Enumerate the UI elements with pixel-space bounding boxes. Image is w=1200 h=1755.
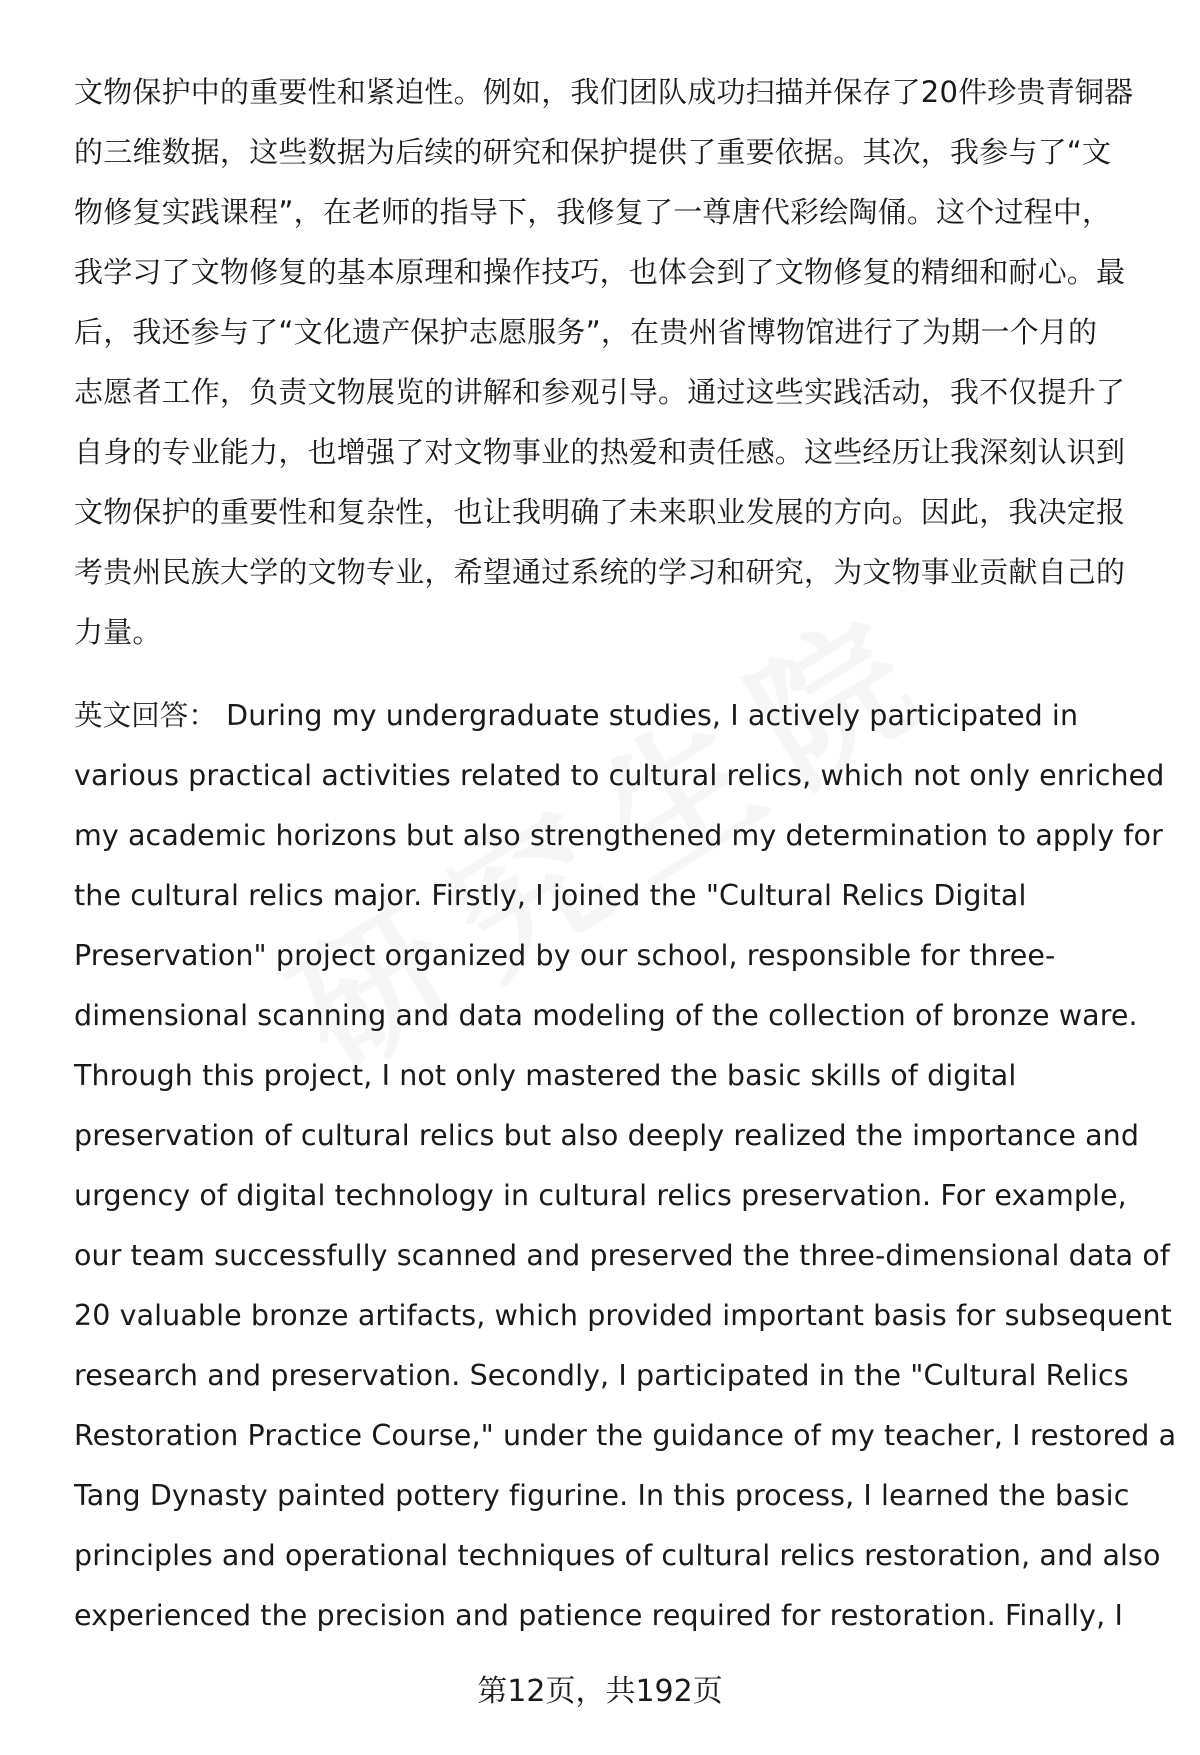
text-line: 志愿者工作，负责文物展览的讲解和参观引导。通过这些实践活动，我不仅提升了 (74, 375, 1126, 409)
text-line: preservation of cultural relics but also deeply realized the importance and (74, 1119, 1140, 1152)
text-line: 的三维数据，这些数据为后续的研究和保护提供了重要依据。其次，我参与了“文 (74, 135, 1112, 169)
text-line: my academic horizons but also strengthened my determination to apply for (74, 819, 1163, 852)
text-line: 后，我还参与了“文化遗产保护志愿服务”，在贵州省博物馆进行了为期一个月的 (74, 315, 1098, 349)
text-line: 我学习了文物修复的基本原理和操作技巧，也体会到了文物修复的精细和耐心。最 (74, 255, 1126, 289)
chinese-paragraph (74, 62, 1154, 662)
page-number-footer: 第12页，共192页 (477, 1674, 723, 1709)
text-line: 文物保护的重要性和复杂性，也让我明确了未来职业发展的方向。因此，我决定报 (74, 495, 1126, 529)
text-line: various practical activities related to cultural relics, which not only enriched (74, 759, 1165, 792)
text-line: urgency of digital technology in cultural relics preservation. For example, (74, 1179, 1127, 1212)
text-line: 物修复实践课程”，在老师的指导下，我修复了一尊唐代彩绘陶俑。这个过程中， (74, 195, 1112, 229)
text-line: principles and operational techniques of cultural relics restoration, and also (74, 1539, 1161, 1572)
document-body (74, 62, 1177, 1646)
text-line: research and preservation. Secondly, I participated in the "Cultural Relics (74, 1359, 1129, 1392)
text-line: experienced the precision and patience required for restoration. Finally, I (74, 1599, 1123, 1632)
text-line: 文物保护中的重要性和紧迫性。例如，我们团队成功扫描并保存了20件珍贵青铜器 (74, 75, 1134, 109)
text-line: Tang Dynasty painted pottery figurine. In this process, I learned the basic (74, 1479, 1130, 1512)
text-line: 力量。 (74, 615, 162, 649)
text-line: Preservation" project organized by our school, responsible for three- (74, 939, 1056, 972)
text-line: the cultural relics major. Firstly, I joined the "Cultural Relics Digital (74, 879, 1027, 912)
text-line: our team successfully scanned and preserved the three-dimensional data of (74, 1239, 1171, 1272)
text-line: 20 valuable bronze artifacts, which provided important basis for subsequent (74, 1299, 1172, 1332)
text-line: dimensional scanning and data modeling of the collection of bronze ware. (74, 999, 1138, 1032)
text-line: Through this project, I not only mastered the basic skills of digital (74, 1059, 1017, 1092)
text-line: 英文回答： During my undergraduate studies, I actively participated in (74, 699, 1079, 732)
english-answer-paragraph (74, 686, 1177, 1646)
text-line: Restoration Practice Course," under the guidance of my teacher, I restored a (74, 1419, 1177, 1452)
text-line: 自身的专业能力，也增强了对文物事业的热爱和责任感。这些经历让我深刻认识到 (74, 435, 1126, 469)
text-line: 考贵州民族大学的文物专业，希望通过系统的学习和研究，为文物事业贡献自己的 (74, 555, 1126, 589)
